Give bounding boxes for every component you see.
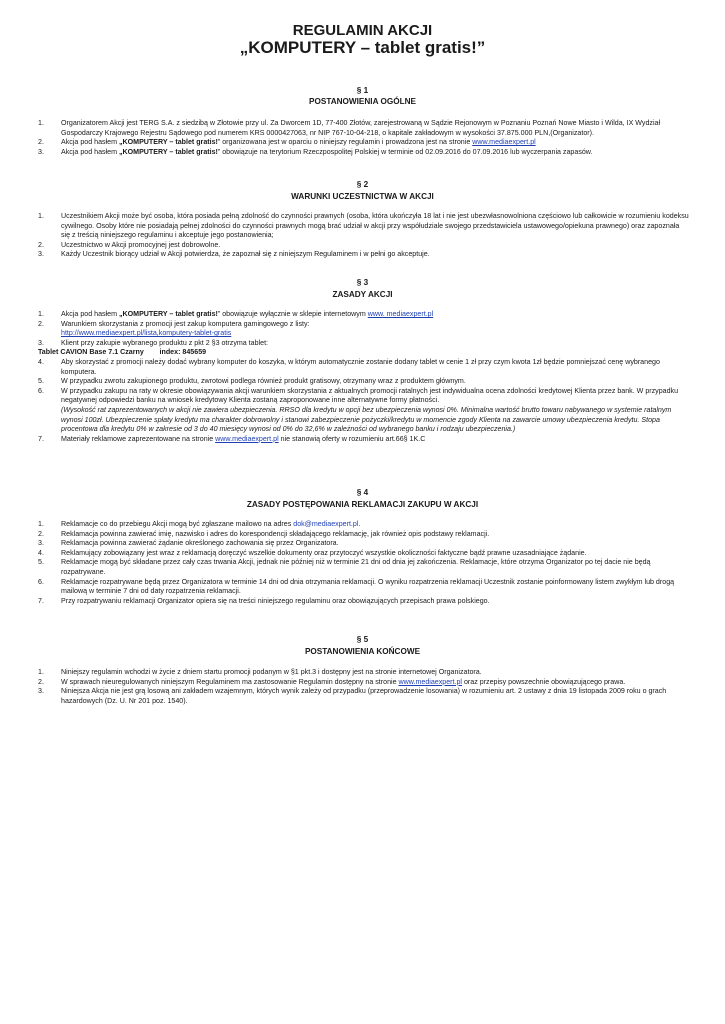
item-number: 6. [38, 577, 44, 586]
item-text: Reklamujący zobowiązany jest wraz z reklamacją doręczyć wszelkie dokumenty oraz przytoczyć wszystkie okoliczności faktyczne bądź prawne uzasadniające żądanie. [61, 548, 587, 557]
list-item [38, 250, 690, 260]
list-item [38, 212, 690, 241]
list-item [38, 241, 690, 251]
list-item [38, 310, 690, 320]
item-number: 1. [38, 119, 44, 127]
item-number: 2. [38, 319, 44, 328]
item-number: 7. [38, 434, 44, 443]
installment-note: (Wysokość rat zaprezentowanych w akcji nie zawiera ubezpieczenia. RRSO dla kredytu w opcji bez ubezpieczenia wynosi 0%. Minimalna wartość brutto towaru nabywanego w systemie ratalnym wynosi 100zł. Ubezpieczenie spłaty kredytu ma charakter dobrowolny i stanowi zabezpieczenie pożyczki/kredytu w momencie zgody Klienta na zawarcie umowy ubezpieczenia kredytu. Stopa procentowa dla kredytu 0% w zakresie od 3 do 40 miesięcy wynosi od 0% do 32,6% w zależności od wybranego banku i rodzaju ubezpieczenia.) [61, 405, 672, 434]
mediaexpert-link[interactable]: www. mediaexpert.pl [367, 310, 434, 318]
item-number: 1. [38, 212, 44, 220]
mediaexpert-link[interactable]: www.mediaexpert.pl [472, 138, 536, 147]
list-item [38, 320, 690, 339]
section-3-heading: ZASADY AKCJI [332, 290, 393, 299]
list-item [38, 668, 690, 678]
list-item [38, 138, 690, 148]
list-item [38, 339, 690, 349]
item-text: Uczestnikiem Akcji może być osoba, która posiada pełną zdolność do czynności prawnych (osoba, która ukończyła 18 lat i nie jest ubezwłasnowolniona częściowo lub całkowicie w rozumieniu kodeksu cywilnego. Osoby które nie posiadają pełnej zdolności do czynności prawnych mogą brać udział w akcji przy współudziale swojego przedstawiciela ustawowego/opiekuna prawnego) oraz zapoznała się z treścią niniejszego regulaminu i akceptuje jego postanowienia; [61, 212, 689, 240]
item-text: Klient przy zakupie wybranego produktu z pkt 2 §3 otrzyma tablet: [61, 338, 269, 347]
list-item [38, 549, 690, 559]
section-2-sign: § 2 [356, 180, 369, 189]
item-number: 6. [38, 386, 44, 395]
item-text: Organizatorem Akcji jest TERG S.A. z siedzibą w Złotowie przy ul. Za Dworcem 1D, 77-400 Złotów, zarejestrowaną w Sądzie Rejonowym w Poznaniu Poznań Nowe Miasto i Wilda, IX Wydział Gospodarczy Krajowego Rejestru Sądowego pod numerem KRS 0000427063, nr NIP 767-10-04-218, o kapitale zakładowym w wysokości 37.875.000 PLN,(Organizator). [61, 119, 661, 137]
item-text: Reklamacja powinna zawierać imię, nazwisko i adres do korespondencji składającego reklamację, jak również opis podstawy reklamacji. [61, 529, 490, 538]
section-1-sign: § 1 [356, 86, 369, 95]
mediaexpert-link[interactable]: www.mediaexpert.pl [398, 677, 462, 686]
item-text: Reklamacje mogą być składane przez cały czas trwania Akcji, jednak nie później niż w terminie 21 dni od dnia jej zakończenia. Reklamacje, które otrzyma Organizator po tej dacie nie będą rozpatrywane. [61, 558, 651, 576]
item-text: Uczestnictwo w Akcji promocyjnej jest dobrowolne. [61, 240, 221, 249]
section-5-heading: POSTANOWIENIA KOŃCOWE [304, 647, 421, 656]
item-number: 3. [38, 687, 44, 696]
promo-name: „KOMPUTERY – tablet gratis! [118, 138, 218, 147]
item-text: Przy rozpatrywaniu reklamacji Organizator opiera się na treści niniejszego regulaminu oraz obowiązujących przepisach prawa polskiego. [61, 596, 490, 605]
product-list-link[interactable]: http://www.mediaexpert.pl/lista,komputery-tablet-gratis [61, 329, 232, 338]
item-text: Materiały reklamowe zaprezentowane na stronie [61, 434, 216, 443]
section-5-sign: § 5 [356, 635, 369, 644]
list-item [38, 358, 690, 377]
item-number: 2. [38, 529, 44, 538]
item-number: 3. [38, 147, 44, 156]
item-text: Reklamacja powinna zawierać żądanie określonego zachowania się przez Organizatora. [61, 539, 339, 548]
item-text: Akcja pod hasłem [61, 310, 119, 318]
section-4-heading: ZASADY POSTĘPOWANIA REKLAMACJI ZAKUPU W AKCJI [246, 500, 479, 509]
item-number: 4. [38, 548, 44, 557]
section-2-heading: WARUNKI UCZESTNICTWA W AKCJI [291, 192, 434, 201]
section-5-list [38, 668, 690, 706]
item-number: 2. [38, 240, 44, 249]
item-text: W sprawach nieuregulowanych niniejszym Regulaminem ma zastosowanie Regulamin dostępny na stronie [61, 677, 399, 686]
list-item [38, 678, 690, 688]
section-1-list [38, 119, 690, 157]
list-item [38, 558, 690, 577]
section-2-list [38, 212, 690, 260]
item-number: 1. [38, 520, 44, 528]
promo-name: „KOMPUTERY – tablet gratis! [118, 147, 218, 156]
email-link[interactable]: dok@mediaexpert.pl [293, 520, 359, 528]
list-item [38, 597, 690, 607]
item-text: Reklamacje rozpatrywane będą przez Organizatora w terminie 14 dni od dnia otrzymania reklamacji. O wyniku rozpatrzenia reklamacji Uczestnik zostanie poinformowany listem zwykłym lub drogą mailową w terminie 7 dni od daty rozpatrzenia reklamacji. [61, 577, 675, 596]
item-number: 1. [38, 668, 44, 676]
item-number: 5. [38, 558, 44, 567]
list-item [38, 539, 690, 549]
list-item [38, 387, 690, 435]
item-text: W przypadku zwrotu zakupionego produktu, zwrotowi podlega również produkt gratisowy, otrzymany wraz z produktem głównym. [61, 377, 466, 386]
promo-name: „KOMPUTERY – tablet gratis! [118, 310, 218, 318]
mediaexpert-link[interactable]: www.mediaexpert.pl [215, 434, 279, 443]
item-number: 7. [38, 596, 44, 605]
section-4-sign: § 4 [356, 488, 369, 497]
list-item [38, 119, 690, 138]
item-text: Niniejszy regulamin wchodzi w życie z dniem startu promocji podanym w §1 pkt.3 i dostępny jest na stronie internetowej Organizatora. [61, 668, 482, 676]
list-item [38, 520, 690, 530]
list-item [38, 530, 690, 540]
document-subtitle: „KOMPUTERY – tablet gratis!” [239, 38, 486, 57]
item-text: Warunkiem skorzystania z promocji jest zakup komputera gamingowego z listy: [61, 319, 310, 328]
item-number: 3. [38, 539, 44, 548]
item-text: Akcja pod hasłem [61, 147, 119, 156]
list-item [38, 435, 690, 445]
item-text: ” obowiązuje wyłącznie w sklepie internetowym [217, 310, 368, 318]
item-text: Aby skorzystać z promocji należy dodać wybrany komputer do koszyka, w którym automatycznie zostanie dodany tablet w cenie 1 zł przy czym kwota 1zł będzie pomniejszać cenę wybranego komputera. [61, 357, 660, 376]
item-number: 2. [38, 138, 44, 147]
item-text: Niniejsza Akcja nie jest grą losową ani zakładem wzajemnym, których wynik zależy od przypadku (przeprowadzenie losowania) w rozumieniu art. 2 ustawy z dnia 19 listopada 2009 roku o grach hazardowych (Dz. U. Nr 201 poz. 1540). [61, 687, 667, 705]
item-text: oraz przepisy powszechnie obowiązującego prawa. [462, 677, 626, 686]
item-text: Każdy Uczestnik biorący udział w Akcji potwierdza, że zapoznał się z niniejszym Regulaminem i w pełni go akceptuje. [61, 250, 430, 259]
item-text: Akcja pod hasłem [61, 138, 119, 147]
item-text: . [358, 520, 361, 528]
item-number: 1. [38, 310, 44, 318]
item-text: Reklamacje co do przebiegu Akcji mogą być zgłaszane mailowo na adres [61, 520, 294, 528]
item-text: W przypadku zakupu na raty w okresie obowiązywania akcji warunkiem skorzystania z aktualnych promocji ratalnych jest indywidualna ocena zdolności kredytowej Klienta przez bank. W przypadku negatywnej odpowiedzi banku na wniosek kredytowy Klienta zostaną zaproponowane inne alternatywne formy płatności. [61, 386, 679, 405]
item-number: 2. [38, 677, 44, 686]
section-3-sign: § 3 [356, 278, 369, 287]
item-text: ” obowiązuje na terytorium Rzeczpospolitej Polskiej w terminie od 02.09.2016 do 07.09.2016 lub wyczerpania zapasów. [217, 147, 593, 156]
list-item [38, 687, 690, 706]
section-4-list [38, 520, 690, 606]
section-1-heading: POSTANOWIENIA OGÓLNE [309, 97, 416, 106]
tablet-product: Tablet CAVION Base 7.1 Czarny index: 845659 [38, 348, 207, 357]
item-number: 3. [38, 250, 44, 259]
item-number: 4. [38, 357, 44, 366]
item-text: ” organizowana jest w oparciu o niniejszy regulamin i prowadzona jest na stronie [217, 138, 473, 147]
section-3-list [38, 310, 690, 444]
item-text: nie stanowią oferty w rozumieniu art.66§ 1K.C [278, 434, 426, 443]
list-item [38, 148, 690, 158]
list-item [38, 377, 690, 387]
document-title: REGULAMIN AKCJI [292, 22, 433, 39]
item-number: 5. [38, 377, 44, 386]
item-number: 3. [38, 338, 44, 347]
product-line [38, 348, 690, 358]
list-item [38, 578, 690, 597]
